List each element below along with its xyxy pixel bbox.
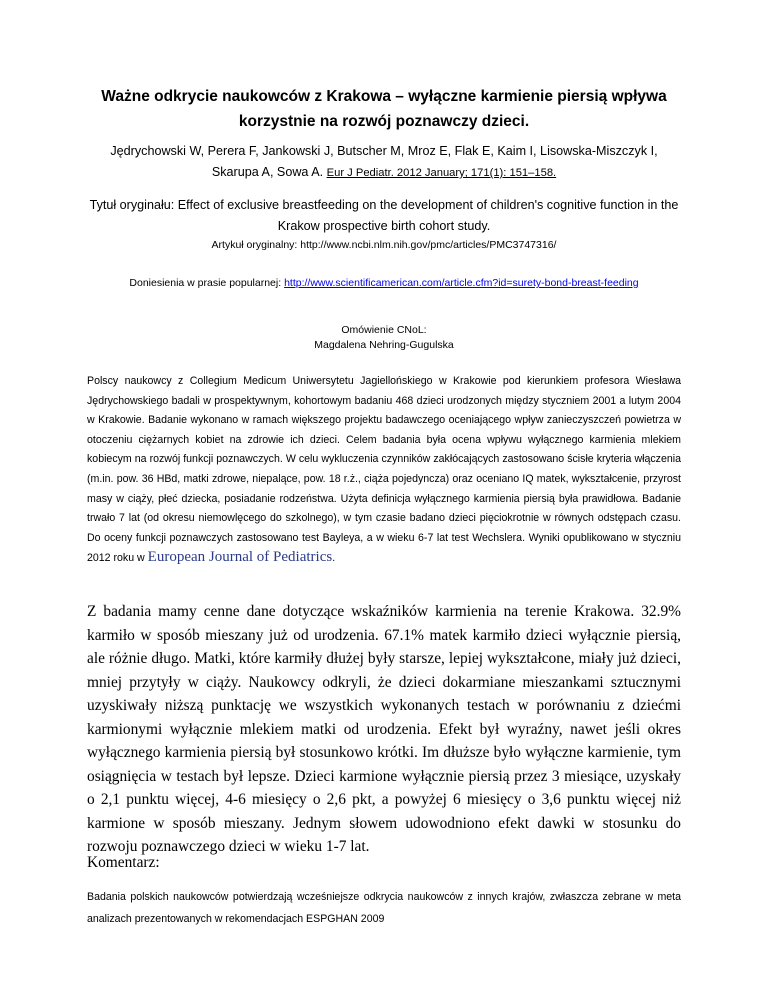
comment-paragraph: Badania polskich naukowców potwierdzają wcześniejsze odkrycia naukowców z innych krajów, zwłaszcza zebrane w meta analizach prezentowanych w rekomendacjach ESPGHAN 2009 [87,891,681,925]
press-label: Doniesienia w prasie popularnej: [129,277,282,289]
summary-paragraph [87,372,681,569]
press-mentions [87,274,681,292]
summary-end: . [332,552,336,565]
main-paragraph: Z badania mamy cenne dane dotyczące wskaźników karmienia na terenie Krakowa. 32.9% karmiło w sposób mieszany już od urodzenia. 67.1% matek karmiło dzieci wyłącznie piersią, ale różnie długo. Matki, które karmiły dłużej były starsze, lepiej wykształcone, miały już dzieci, mniej przytyły w ciąży. Naukowcy odkryli, że dzieci dokarmiane mieszankami sztucznymi uzyskiwały niższą punktację we wszystkich wykonanych testach w porównaniu z dziećmi karmionymi wyłącznie mlekiem matki od urodzenia. Efekt był wyraźny, nawet jeśli okres wyłącznego karmienia piersią był stosunkowo krótki. Im dłuższe było wyłączne karmienie, tym osiągnięcia w testach był lepsze. Dzieci karmione wyłącznie piersią przez 3 miesiące, uzyskały o 2,1 punktu więcej, 4-6 miesięcy o 2,6 pkt, a powyżej 6 miesięcy o 3,6 punktu więcej niż karmione w sposób mieszany. Jednym słowem udowodniono efekt dawki w stosunku do rozwoju poznawczego dzieci w wieku 1-7 lat. [87,603,681,855]
journal-name: European Journal of Pediatrics [147,549,333,566]
citation [87,141,681,184]
discussion-credit [87,323,681,353]
discussion-author: Magdalena Nehring-Gugulska [314,339,454,351]
authors: Jędrychowski W, Perera F, Jankowski J, Butscher M, Mroz E, Flak E, Kaim I, Lisowska-Miszczyk I, Skarupa A, Sowa A. [110,144,658,179]
press-link[interactable]: http://www.scientificamerican.com/article.cfm?id=surety-bond-breast-feeding [284,277,639,289]
original-title: Tytuł oryginału: Effect of exclusive breastfeeding on the development of children's cognitive function in the Krakow prospective birth cohort study. [89,198,679,233]
summary-text: Polscy naukowcy z Collegium Medicum Uniwersytetu Jagiellońskiego w Krakowie pod kierunkiem profesora Wiesława Jędrychowskiego badali w prospektywnym, kohortowym badaniu 468 dzieci urodzonych między styczniem 2001 a lutym 2004 w Krakowie. Badanie wykonano w ramach większego projektu badawczego oceniającego wpływ zanieczyszczeń powietrza w otoczeniu ciężarnych kobiet na zdrowie ich dzieci. Celem badania była ocena wpływu wyłącznego karmienia mlekiem kobiecym na rozwój funkcji poznawczych. W celu wykluczenia czynników zakłócających zastosowano ścisłe kryteria włączenia (m.in. pow. 36 HBd, matki zdrowe, niepalące, pow. 18 r.ż., ciąża pojedyncza) oraz oceniano IQ matek, wykształcenie, przyrost masy w ciąży, płeć dziecka, posiadanie rodzeństwa. Użyta definicja wyłącznego karmienia piersią była prawidłowa. Badanie trwało 7 lat (od okresu niemowlęcego do szkolnego), w tym czasie badano dzieci pięciokrotnie w równych odstępach czasu. Do oceny funkcji poznawczych zastosowano test Bayleya, a w wieku 6-7 lat test Wechslera. Wyniki opublikowano w styczniu 2012 roku w [87,375,681,565]
discussion-label: Omówienie CNoL: [341,324,427,336]
page-title: Ważne odkrycie naukowców z Krakowa – wyłączne karmienie piersią wpływa korzystnie na rozwój poznawczy dzieci. [101,88,667,130]
original-article: Artykuł oryginalny: http://www.ncbi.nlm.nih.gov/pmc/articles/PMC3747316/ [211,239,557,251]
journal-reference: Eur J Pediatr. 2012 January; 171(1): 151–158. [326,167,557,179]
comment-label: Komentarz: [87,854,160,871]
